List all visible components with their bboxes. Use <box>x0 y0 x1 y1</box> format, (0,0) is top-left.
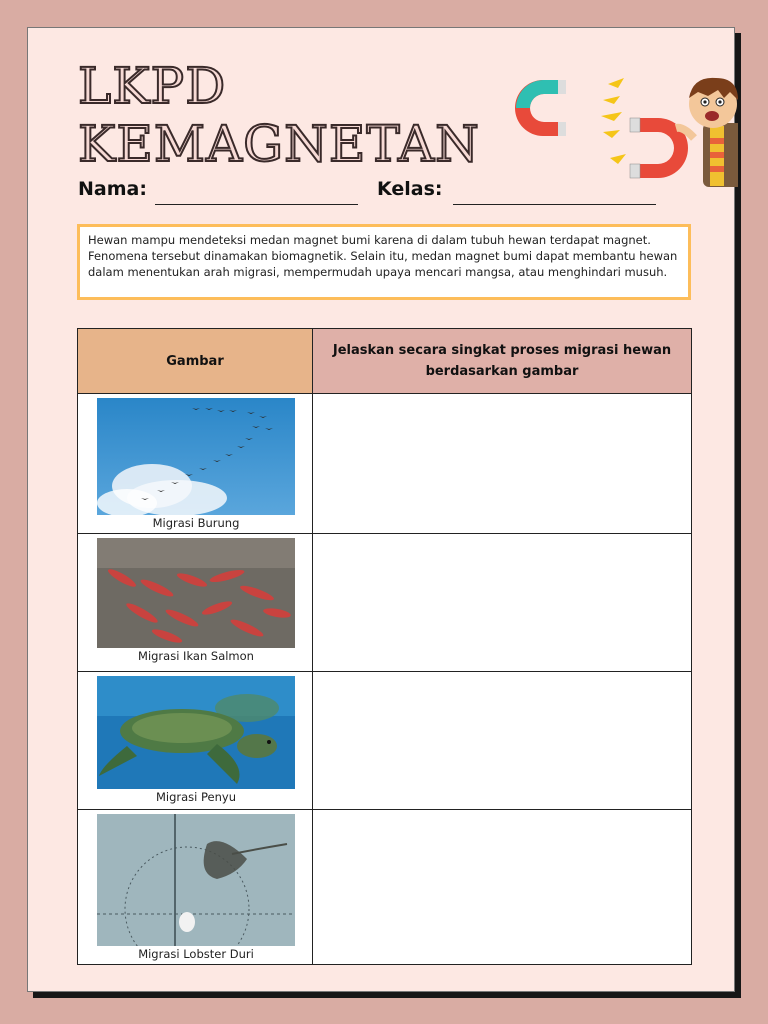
small-magnet-icon <box>515 80 566 136</box>
image-cell <box>78 810 313 965</box>
intro-text: Hewan mampu mendeteksi medan magnet bumi karena di dalam tubuh hewan terdapat magnet. Fenomena tersebut dinamakan biomagnetik. Selain itu, medan magnet bumi dapat membantu hewan dalam menentukan arah migrasi, mempermudah upaya mencari mangsa, atau menghindari musuh. <box>88 233 678 279</box>
header-description-column: Jelaskan secara singkat proses migrasi hewan berdasarkan gambar <box>313 329 692 394</box>
image-caption: Migrasi Lobster Duri <box>138 947 254 961</box>
salmon-migration-image <box>97 538 295 648</box>
migration-table <box>77 328 692 965</box>
table-row <box>78 672 692 810</box>
table-row <box>78 810 692 965</box>
intro-text-box <box>77 224 691 300</box>
answer-cell-turtle[interactable] <box>313 672 692 810</box>
turtle-migration-image <box>97 676 295 789</box>
answer-cell-salmon[interactable] <box>313 534 692 672</box>
worksheet-page <box>27 27 735 992</box>
image-cell <box>78 534 313 672</box>
table-row <box>78 534 692 672</box>
class-field[interactable] <box>453 204 656 205</box>
image-caption: Migrasi Ikan Salmon <box>138 649 254 663</box>
table-row <box>78 394 692 534</box>
name-label: Nama: <box>78 178 147 200</box>
image-cell <box>78 394 313 534</box>
image-cell <box>78 672 313 810</box>
name-field[interactable] <box>155 204 358 205</box>
spark-icon <box>601 78 626 164</box>
title-line-1: LKPD <box>78 57 227 115</box>
bird-migration-image <box>97 398 295 515</box>
image-caption: Migrasi Penyu <box>155 790 237 804</box>
title-line-2: KEMAGNETAN <box>78 115 480 173</box>
answer-cell-birds[interactable] <box>313 394 692 534</box>
magnet-illustration <box>498 68 738 188</box>
lobster-migration-image <box>97 814 295 946</box>
table-header-row <box>78 329 692 394</box>
answer-cell-lobster[interactable] <box>313 810 692 965</box>
cartoon-boy-icon <box>676 78 738 187</box>
image-caption: Migrasi Burung <box>152 516 240 530</box>
class-label: Kelas: <box>377 178 443 200</box>
header-image-column: Gambar <box>78 329 313 394</box>
